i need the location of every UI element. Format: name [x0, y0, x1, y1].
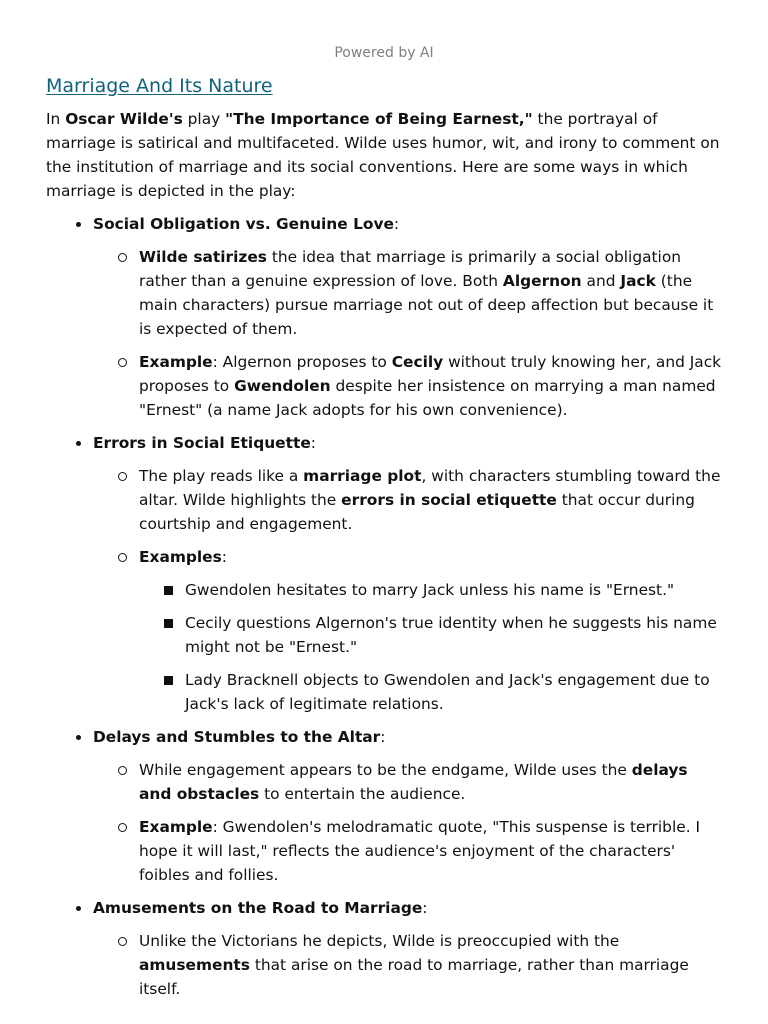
section-heading: Amusements on the Road to Marriage [93, 899, 423, 917]
list-item [93, 545, 722, 716]
body-text: : Gwendolen's melodramatic quote, "This suspense is terrible. I hope it will last," reflects the audience's enjoyment of the characters' foibles and follies. [139, 818, 701, 884]
section-heading: Social Obligation vs. Genuine Love [93, 215, 394, 233]
body-text: : [221, 548, 227, 566]
list-item [93, 929, 722, 1001]
sub-bullet-list [93, 758, 722, 887]
intro-text: play [182, 110, 226, 128]
section-delays-stumbles [46, 725, 722, 887]
body-text: that occur during courtship and engagement. [139, 491, 695, 533]
bold-text: Example [139, 818, 213, 836]
bold-text: Examples [139, 548, 222, 566]
bold-text: Algernon [502, 272, 582, 290]
body-text: The play reads like a [139, 467, 304, 485]
section-heading: Errors in Social Etiquette [93, 434, 311, 452]
section-colon: : [310, 434, 316, 452]
body-text: : Algernon proposes to [212, 353, 392, 371]
bold-text: Wilde satirizes [139, 248, 267, 266]
body-text: and [581, 272, 621, 290]
body-text: to entertain the audience. [259, 785, 466, 803]
powered-by-label: Powered by AI [334, 45, 434, 61]
section-amusements [46, 896, 722, 1001]
bold-text: Jack [620, 272, 656, 290]
bold-text: delays and obstacles [139, 761, 688, 803]
list-item: Lady Bracknell objects to Gwendolen and Jack's engagement due to Jack's lack of legitimate relations. [139, 668, 722, 716]
author-name: Oscar Wilde's [65, 110, 183, 128]
body-text: without truly knowing her, and Jack proposes to [139, 353, 722, 395]
body-text: , with characters stumbling toward the altar. Wilde highlights the [139, 467, 721, 509]
bold-text: Example [139, 353, 213, 371]
sub-bullet-list [93, 929, 722, 1001]
body-text: Unlike the Victorians he depicts, Wilde is preoccupied with the [139, 932, 620, 950]
list-item [93, 464, 722, 536]
body-text: the idea that marriage is primarily a social obligation rather than a genuine expression of love. Both [139, 248, 682, 290]
bold-text: Gwendolen [234, 377, 331, 395]
bold-text: errors in social etiquette [341, 491, 557, 509]
list-item [93, 758, 722, 806]
document-title[interactable]: Marriage And Its Nature [46, 75, 273, 97]
list-item [93, 245, 722, 341]
list-item [93, 815, 722, 887]
bold-text: amusements [139, 956, 250, 974]
section-social-etiquette [46, 431, 722, 716]
intro-text: In [46, 110, 66, 128]
section-heading: Delays and Stumbles to the Altar [93, 728, 381, 746]
list-item [93, 350, 722, 422]
play-title: "The Importance of Being Earnest," [225, 110, 533, 128]
intro-text: the portrayal of marriage is satirical and multifaceted. Wilde uses humor, wit, and irony to comment on the institution of marriage and its social conventions. Here are some ways in which marriage is depicted in the play: [46, 110, 720, 200]
main-bullet-list [46, 212, 722, 1001]
list-item: Gwendolen hesitates to marry Jack unless his name is "Ernest." [139, 578, 722, 602]
section-colon: : [393, 215, 400, 233]
section-social-obligation [46, 212, 722, 422]
body-text: that arise on the road to marriage, rather than marriage itself. [139, 956, 689, 998]
sub-bullet-list [93, 464, 722, 716]
example-list [139, 578, 722, 716]
body-text: despite her insistence on marrying a man named "Ernest" (a name Jack adopts for his own convenience). [139, 377, 716, 419]
body-text: (the main characters) pursue marriage not out of deep affection but because it is expected of them. [139, 272, 714, 338]
section-colon: : [422, 899, 428, 917]
intro-paragraph [46, 107, 722, 203]
bold-text: marriage plot [303, 467, 422, 485]
section-colon: : [380, 728, 386, 746]
list-item: Cecily questions Algernon's true identity when he suggests his name might not be "Ernest." [139, 611, 722, 659]
sub-bullet-list [93, 245, 722, 422]
bold-text: Cecily [391, 353, 444, 371]
body-text: While engagement appears to be the endgame, Wilde uses the [139, 761, 632, 779]
